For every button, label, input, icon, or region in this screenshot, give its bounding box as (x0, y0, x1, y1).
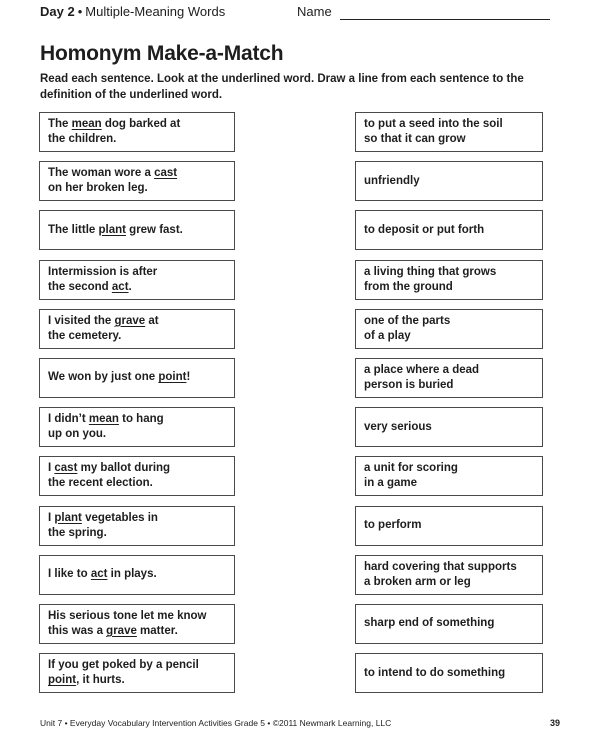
sentence-text-post: my ballot during the recent election. (48, 462, 171, 490)
sentence-text (48, 658, 199, 688)
sentence-text-pre: The (48, 118, 72, 130)
definition-column (355, 112, 543, 702)
definition-box[interactable] (355, 506, 543, 546)
underlined-word: act (90, 568, 108, 581)
sentence-box[interactable] (39, 653, 235, 693)
definition-text: to perform (364, 519, 422, 531)
underlined-word: act (111, 280, 129, 293)
underlined-word: point (48, 674, 77, 687)
sentence-text (48, 166, 177, 196)
sentence-text-pre: The woman wore a (48, 167, 155, 180)
page-header (40, 4, 560, 24)
sentence-box[interactable] (39, 555, 235, 595)
definition-box[interactable] (355, 260, 543, 300)
sentence-text (48, 370, 190, 385)
sentence-text-post: on her broken leg. (48, 182, 148, 195)
underlined-word: grave (114, 314, 146, 327)
definition-text: sharp end of something (364, 617, 495, 630)
definition-box[interactable] (355, 112, 543, 152)
sentence-text (48, 609, 206, 639)
sentence-text (48, 117, 180, 147)
sentence-text-pre: If you get poked by a pencil (48, 659, 199, 672)
name-label: Name (297, 4, 332, 19)
sentence-text-post: . (128, 280, 132, 293)
sentence-box[interactable] (39, 309, 235, 349)
definition-box[interactable] (355, 358, 543, 398)
sentence-text-post: at the cemetery. (48, 314, 159, 342)
header-bullet: • (77, 4, 83, 19)
definition-text: a unit for scoring in a game (364, 462, 458, 490)
sentence-text-post: matter. (136, 624, 178, 637)
definition-text: a place where a dead person is buried (364, 363, 480, 391)
page-footer (40, 718, 560, 728)
definition-box[interactable] (355, 407, 543, 447)
sentence-box[interactable] (39, 112, 235, 152)
sentence-text-pre: His serious tone let me know this was a (48, 609, 207, 637)
sentence-text (48, 412, 164, 442)
definition-box[interactable] (355, 309, 543, 349)
underlined-word: plant (54, 511, 82, 524)
sentence-text-post: , it hurts. (76, 674, 125, 687)
sentence-text-pre: We won by just one (48, 371, 159, 384)
day-label: Day 2 (40, 4, 75, 19)
definition-box[interactable] (355, 161, 543, 201)
sentence-text-pre: I (48, 462, 55, 475)
sentence-text-pre: I didn’t (48, 413, 89, 426)
sentence-text-post: in plays. (107, 568, 157, 581)
sentence-box[interactable] (39, 604, 235, 644)
sentence-box[interactable] (39, 506, 235, 546)
sentence-text (48, 265, 157, 295)
definition-text: very serious (364, 420, 432, 433)
sentence-text-post: to hang up on you. (48, 413, 164, 441)
sentence-column (39, 112, 235, 702)
section-label: Multiple-Meaning Words (85, 4, 226, 19)
underlined-word: grave (106, 624, 137, 637)
underlined-word: mean (88, 413, 119, 426)
sentence-box[interactable] (39, 260, 235, 300)
sentence-text-post: dog barked at the children. (48, 118, 181, 145)
sentence-text-post: grew fast. (125, 223, 183, 236)
sentence-text-pre: Intermission is after the second (48, 265, 158, 293)
underlined-word: mean (71, 118, 102, 130)
sentence-text (48, 511, 158, 541)
sentence-text-pre: The little (48, 223, 99, 236)
sentence-text-pre: I visited the (48, 314, 115, 327)
definition-text: hard covering that supports a broken arm or leg (364, 560, 517, 588)
footer-text: Unit 7 • Everyday Vocabulary Intervention Activities Grade 5 • ©2011 Newmark Learning, LLC (40, 718, 392, 728)
sentence-text (48, 461, 170, 491)
definition-box[interactable] (355, 456, 543, 496)
sentence-text-pre: I like to (48, 568, 91, 581)
sentence-text-pre: I (48, 511, 55, 524)
instructions: Read each sentence. Look at the underlined word. Draw a line from each sentence to the definition of the underlined word. (40, 73, 524, 101)
definition-text: to put a seed into the soil so that it can grow (364, 118, 503, 145)
underlined-word: point (158, 371, 187, 384)
sentence-text (48, 314, 159, 344)
definition-text: one of the parts of a play (364, 314, 451, 342)
underlined-word: cast (54, 462, 78, 475)
definition-box[interactable] (355, 604, 543, 644)
sentence-text-post: ! (186, 371, 191, 384)
definition-box[interactable] (355, 210, 543, 250)
sentence-text (48, 567, 157, 582)
definition-box[interactable] (355, 653, 543, 693)
name-line[interactable] (340, 19, 550, 20)
definition-text: a living thing that grows from the ground (364, 265, 497, 293)
page-number: 39 (549, 718, 560, 728)
underlined-word: plant (98, 223, 126, 236)
definition-box[interactable] (355, 555, 543, 595)
sentence-box[interactable] (39, 358, 235, 398)
definition-text: to intend to do something (364, 666, 506, 679)
sentence-box[interactable] (39, 407, 235, 447)
underlined-word: cast (154, 167, 178, 180)
sentence-text-post: vegetables in the spring. (48, 511, 158, 539)
sentence-box[interactable] (39, 161, 235, 201)
page-title: Homonym Make-a-Match (40, 42, 284, 65)
sentence-box[interactable] (39, 210, 235, 250)
definition-text: unfriendly (364, 174, 420, 187)
sentence-box[interactable] (39, 456, 235, 496)
sentence-text (48, 223, 183, 238)
definition-text: to deposit or put forth (364, 223, 485, 236)
